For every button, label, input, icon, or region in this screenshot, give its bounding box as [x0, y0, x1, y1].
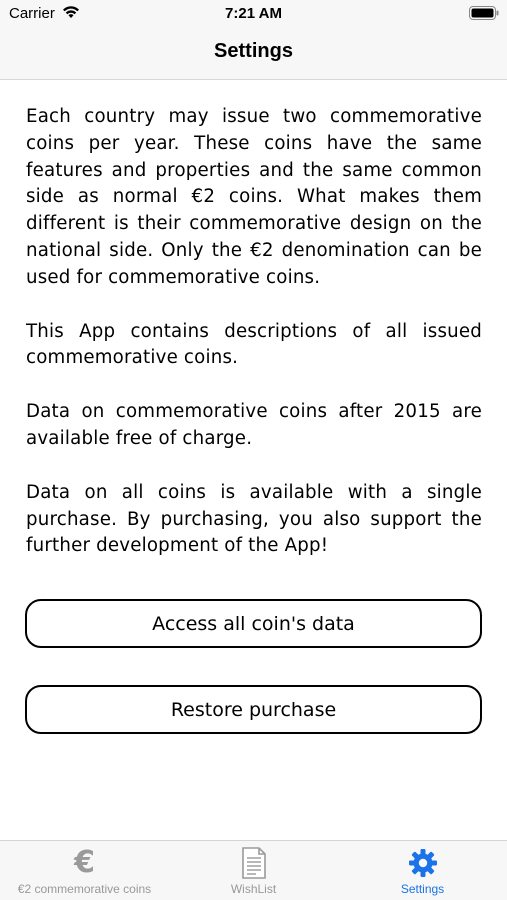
navigation-bar	[0, 28, 507, 80]
gear-icon	[407, 847, 439, 879]
carrier-label: Carrier	[9, 5, 55, 22]
status-bar	[0, 0, 507, 28]
battery-icon	[469, 6, 499, 20]
info-paragraph: Each country may issue two commemorative coins per year. These coins have the same features and properties and the same common side as normal €2 coins. What makes them different is their commemorative design on the national side. Only the €2 denomination can be used for commemorative coins.	[26, 106, 482, 288]
info-paragraph: This App contains descriptions of all issued commemorative coins.	[26, 320, 482, 369]
euro-icon: €	[74, 845, 95, 880]
tab-commemorative-coins[interactable]	[0, 841, 169, 900]
restore-purchase-button[interactable]: Restore purchase	[25, 685, 482, 734]
info-text	[26, 104, 482, 560]
tab-wishlist[interactable]	[169, 841, 338, 900]
tab-label: Settings	[400, 882, 445, 896]
tab-label: WishList	[230, 882, 277, 896]
info-paragraph: Data on commemorative coins after 2015 are available free of charge.	[26, 401, 482, 449]
tab-label: €2 commemorative coins	[17, 882, 152, 896]
page-title: Settings	[214, 40, 293, 62]
access-all-data-button[interactable]: Access all coin's data	[25, 599, 482, 648]
tab-bar	[0, 840, 507, 900]
tab-settings[interactable]	[338, 841, 507, 900]
clock-time: 7:21 AM	[225, 5, 282, 22]
document-icon	[238, 847, 270, 879]
info-paragraph: Data on all coins is available with a single purchase. By purchasing, you also support the further development of the App!	[26, 481, 482, 557]
